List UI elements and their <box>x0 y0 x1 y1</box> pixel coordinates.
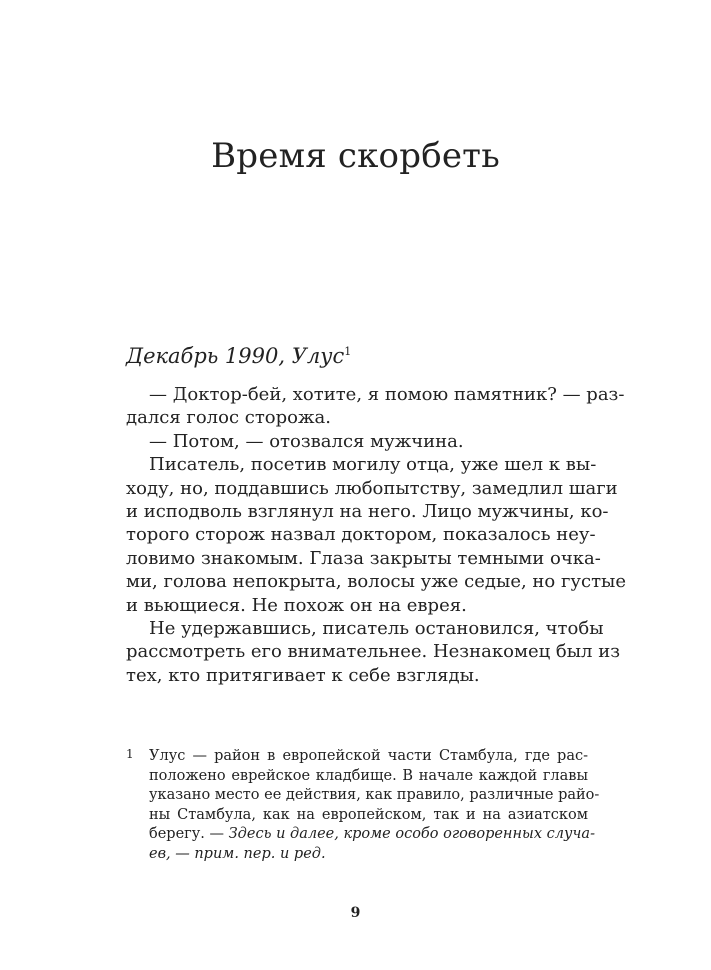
paragraph-1-line-1: — Доктор-бей, хотите, я помою памятник? — раз- <box>149 384 625 405</box>
dateline-text: Декабрь 1990, Улус <box>126 344 345 368</box>
chapter-title: Время скорбеть <box>211 136 500 176</box>
paragraph-4-line-2: рассмотреть его внимательнее. Незнакомец был из <box>126 641 621 663</box>
paragraph-4-line-3: тех, кто притягивает к себе взгляды. <box>126 664 480 686</box>
paragraph-3-line-7: и вьющиеся. Не похож он на еврея. <box>126 594 467 616</box>
page-number: 9 <box>350 905 361 921</box>
paragraph-3-line-4: торого сторож назвал доктором, показалось неу- <box>126 524 596 546</box>
paragraph-3-line-1: Писатель, посетив могилу отца, уже шел к вы- <box>149 454 597 476</box>
paragraph-1-line-2: дался голос сторожа. <box>126 407 331 429</box>
footnote-line-5-italic: Здесь и далее, кроме особо оговоренных случа- <box>228 826 595 843</box>
paragraph-3-line-5: ловимо знакомым. Глаза закрыты темными очка- <box>126 547 601 569</box>
footnote-line-1: Улус — район в европейской части Стамбула, где рас- <box>149 748 588 764</box>
paragraph-3-line-6: ми, голова непокрыта, волосы уже седые, но густые <box>126 571 627 593</box>
body-text <box>126 383 627 687</box>
footnote-line-4: ны Стамбула, как на европейском, так и на азиатском <box>149 806 588 823</box>
footnote-line-6-italic: ев, — прим. пер. и ред. <box>149 845 326 862</box>
paragraph-2-line-1: — Потом, — отозвался мужчина. <box>149 430 464 452</box>
footnote-line-6 <box>149 845 588 865</box>
footnote-line-5 <box>149 825 595 845</box>
footnote-number: 1 <box>126 747 134 761</box>
chapter-dateline <box>126 344 351 368</box>
footnote-text <box>149 747 600 865</box>
footnote-line-2: положено еврейское кладбище. В начале каждой главы <box>149 767 588 784</box>
paragraph-4-line-1: Не удержавшись, писатель остановился, чтобы <box>149 618 604 640</box>
footnote-line-5-regular: берегу. — <box>149 826 229 843</box>
paragraph-3-line-2: ходу, но, поддавшись любопытству, замедлил шаги <box>126 477 618 499</box>
paragraph-3-line-3: и исподволь взглянул на него. Лицо мужчины, ко- <box>126 501 609 523</box>
footnote-line-3: указано место ее действия, как правило, различные райо- <box>149 787 600 804</box>
footnote-reference: 1 <box>344 345 352 358</box>
